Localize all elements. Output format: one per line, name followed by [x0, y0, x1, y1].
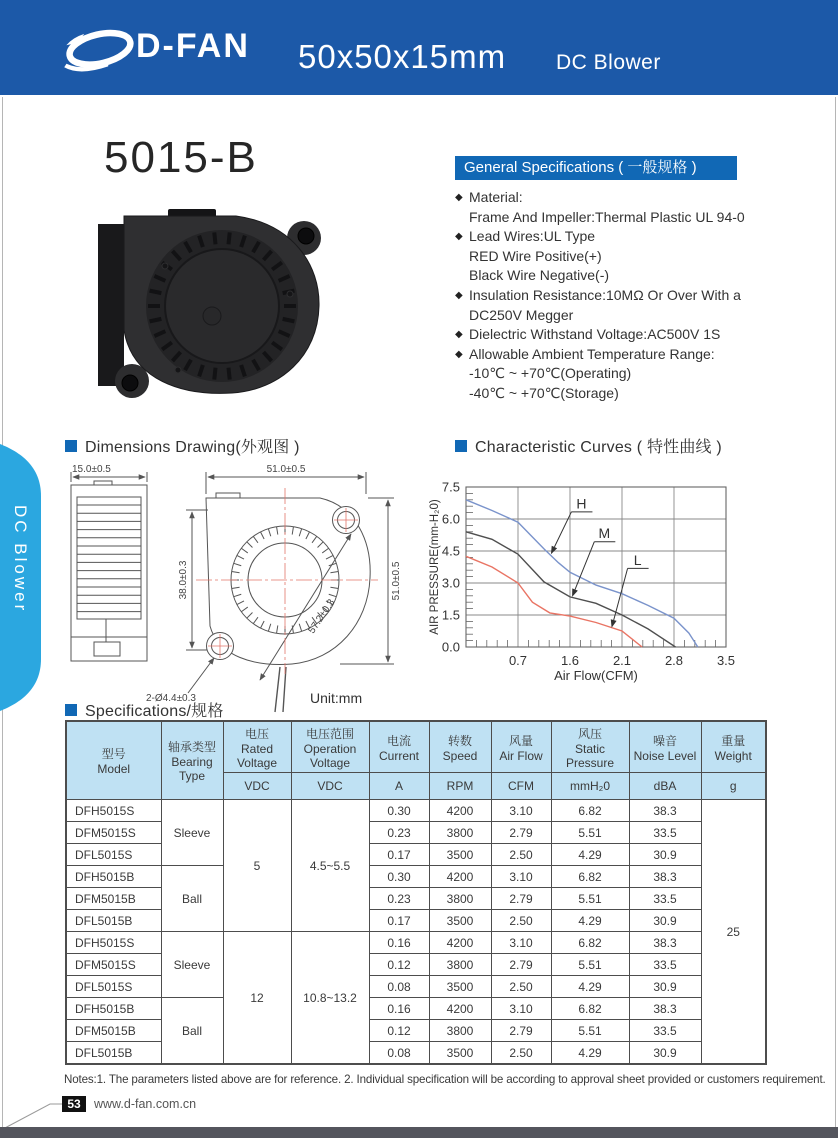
table-cell: 3800 [429, 954, 491, 976]
product-size: 50x50x15mm [298, 38, 507, 75]
bullet-spacer [455, 306, 469, 326]
table-row [66, 866, 766, 888]
table-cell: 10.8~13.2 [291, 932, 369, 1065]
table-cell: 30.9 [629, 844, 701, 866]
table-cell: 4200 [429, 866, 491, 888]
diamond-bullet-icon: ◆ [455, 289, 463, 301]
x-tick-label: 2.8 [664, 653, 684, 668]
table-cell: DFH5015S [66, 932, 161, 954]
table-cell: 30.9 [629, 910, 701, 932]
spec-item-text: Insulation Resistance:10MΩ Or Over With a [469, 286, 741, 303]
column-header: 风压 Static Pressure [551, 721, 629, 773]
y-tick-label: 7.5 [441, 479, 460, 495]
table-cell: 38.3 [629, 998, 701, 1020]
spec-item-text: Allowable Ambient Temperature Range: [469, 345, 715, 362]
website-text: www.d-fan.com.cn [94, 1097, 197, 1111]
spec-item [455, 384, 825, 404]
table-cell: 3.10 [491, 800, 551, 822]
column-unit: CFM [491, 773, 551, 800]
table-cell: 0.12 [369, 1020, 429, 1042]
spec-item-text: -40℃ ~ +70℃(Storage) [469, 384, 619, 401]
spec-item [455, 266, 825, 286]
table-cell: Ball [161, 866, 223, 932]
x-tick-label: 1.6 [560, 653, 580, 668]
column-header: 电压范围 Operation Voltage [291, 721, 369, 773]
table-cell: 25 [701, 800, 766, 1065]
table-cell: 3500 [429, 910, 491, 932]
table-cell: 2.79 [491, 954, 551, 976]
bullet-spacer [455, 247, 469, 267]
product-type: DC Blower [556, 51, 661, 74]
curve-L [466, 556, 642, 647]
table-cell: 3.10 [491, 932, 551, 954]
table-cell: 38.3 [629, 866, 701, 888]
dim-width: 51.0±0.5 [266, 464, 306, 475]
table-cell: DFL5015B [66, 1042, 161, 1065]
table-cell: 2.79 [491, 888, 551, 910]
column-header: 型号 Model [66, 721, 161, 800]
spec-item [455, 364, 825, 384]
table-cell: 4200 [429, 932, 491, 954]
diamond-bullet-icon: ◆ [455, 192, 463, 203]
table-cell: DFH5015S [66, 800, 161, 822]
section-specifications: Specifications/规格 [65, 698, 224, 721]
table-cell: 3500 [429, 1042, 491, 1065]
table-cell: 3800 [429, 1020, 491, 1042]
general-specs-header: General Specifications ( 一般规格 ) [455, 156, 737, 180]
dimensions-drawing [58, 460, 438, 715]
curve-label-H: H [576, 495, 587, 512]
section-dimensions: Dimensions Drawing(外观图 ) [65, 434, 300, 457]
table-cell: 5 [223, 800, 291, 932]
curve-label-L: L [633, 551, 642, 568]
spec-item [455, 325, 825, 345]
table-cell: 38.3 [629, 932, 701, 954]
header-bar [0, 0, 838, 95]
table-cell: 4200 [429, 800, 491, 822]
dim-holes: 2-Ø4.4±0.3 [146, 693, 196, 704]
table-cell: 3.10 [491, 866, 551, 888]
y-tick-label: 1.5 [441, 607, 460, 623]
table-cell: 2.79 [491, 822, 551, 844]
bottom-bar [0, 1127, 838, 1138]
table-cell: 30.9 [629, 976, 701, 998]
spec-item-text: -10℃ ~ +70℃(Operating) [469, 365, 632, 382]
table-cell: Sleeve [161, 800, 223, 866]
table-cell: 38.3 [629, 800, 701, 822]
bullet-spacer [455, 266, 469, 286]
general-specs-list [455, 188, 825, 404]
table-cell: 6.82 [551, 998, 629, 1020]
curve-M [466, 532, 676, 647]
spec-item [455, 188, 825, 208]
spec-item-text: Black Wire Negative(-) [469, 267, 610, 284]
chart-plot-area [442, 480, 735, 669]
curve-label-M: M [598, 525, 611, 542]
chart-x-axis-label: Air Flow(CFM) [554, 668, 638, 683]
x-tick-label: 3.5 [716, 653, 736, 668]
table-cell: 0.23 [369, 822, 429, 844]
y-tick-label: 6.0 [441, 511, 460, 527]
table-cell: 6.82 [551, 932, 629, 954]
spec-item [455, 208, 825, 228]
table-row [66, 932, 766, 954]
spec-item-text: Dielectric Withstand Voltage:AC500V 1S [469, 326, 721, 343]
table-cell: 4.29 [551, 1042, 629, 1065]
table-cell: 2.50 [491, 1042, 551, 1065]
table-row [66, 998, 766, 1020]
column-header: 轴承类型 Bearing Type [161, 721, 223, 800]
spec-item-text: Lead Wires:UL Type [469, 228, 596, 245]
table-cell: DFM5015S [66, 822, 161, 844]
dim-inner-height: 38.0±0.3 [178, 560, 189, 600]
table-cell: 3500 [429, 844, 491, 866]
page-number-badge: 53 [62, 1096, 86, 1112]
drawing-unit: Unit:mm [310, 690, 363, 706]
side-tab-label: DC Blower [11, 505, 30, 614]
column-unit: VDC [223, 773, 291, 800]
spec-item [455, 345, 825, 365]
table-cell: 0.17 [369, 910, 429, 932]
table-cell: DFL5015S [66, 976, 161, 998]
column-header: 转数 Speed [429, 721, 491, 773]
table-cell: 2.50 [491, 844, 551, 866]
table-cell: 2.50 [491, 910, 551, 932]
table-cell: 4.29 [551, 976, 629, 998]
table-cell: 4.5~5.5 [291, 800, 369, 932]
table-cell: 0.30 [369, 800, 429, 822]
column-unit: mmH₂0 [551, 773, 629, 800]
table-cell: 3500 [429, 976, 491, 998]
page-title: 5015-B [104, 133, 258, 182]
table-cell: 6.82 [551, 866, 629, 888]
table-cell: 3800 [429, 822, 491, 844]
notes-text: Notes:1. The parameters listed above are for reference. 2. Individual specification will be according to approval sheet provided or customers requirement. [64, 1073, 826, 1086]
bullet-spacer [455, 384, 469, 404]
table-cell: 0.08 [369, 1042, 429, 1065]
table-cell: DFH5015B [66, 998, 161, 1020]
table-cell: 0.16 [369, 998, 429, 1020]
table-cell: Sleeve [161, 932, 223, 998]
table-cell: 33.5 [629, 888, 701, 910]
spec-item [455, 227, 825, 247]
table-cell: 33.5 [629, 1020, 701, 1042]
characteristic-curves-chart [428, 458, 835, 698]
table-cell: 5.51 [551, 822, 629, 844]
table-row [66, 800, 766, 822]
section-square-icon [65, 440, 77, 452]
column-unit: A [369, 773, 429, 800]
column-unit: VDC [291, 773, 369, 800]
diamond-bullet-icon: ◆ [455, 329, 463, 341]
y-tick-label: 3.0 [441, 575, 460, 591]
table-cell: 12 [223, 932, 291, 1065]
specifications-table [65, 720, 767, 1065]
table-cell: DFL5015B [66, 910, 161, 932]
brand-name: D-FAN [136, 27, 250, 65]
spec-item-text: DC250V Megger [469, 306, 574, 323]
spec-item-text: RED Wire Positive(+) [469, 247, 602, 264]
blower-fan-photo [68, 184, 336, 424]
bullet-spacer [455, 208, 469, 228]
table-cell: 0.16 [369, 932, 429, 954]
table-cell: 0.08 [369, 976, 429, 998]
section-curves: Characteristic Curves ( 特性曲线 ) [455, 434, 722, 457]
table-cell: 33.5 [629, 822, 701, 844]
x-tick-label: 0.7 [508, 653, 528, 668]
column-header: 重量 Weight [701, 721, 766, 773]
table-cell: 4200 [429, 998, 491, 1020]
table-cell: DFM5015B [66, 1020, 161, 1042]
column-unit: RPM [429, 773, 491, 800]
diamond-bullet-icon: ◆ [455, 231, 463, 243]
table-cell: 0.30 [369, 866, 429, 888]
table-cell: 3800 [429, 888, 491, 910]
table-cell: Ball [161, 998, 223, 1065]
y-tick-label: 4.5 [441, 543, 460, 559]
table-cell: 2.50 [491, 976, 551, 998]
spec-item [455, 306, 825, 326]
column-unit: dBA [629, 773, 701, 800]
column-header: 电压 Rated Voltage [223, 721, 291, 773]
x-tick-label: 2.1 [612, 653, 632, 668]
table-cell: 33.5 [629, 954, 701, 976]
column-header: 电流 Current [369, 721, 429, 773]
table-cell: 5.51 [551, 1020, 629, 1042]
table-cell: 5.51 [551, 888, 629, 910]
dim-diagonal: 57.2±0.3 [306, 597, 338, 636]
column-unit: g [701, 773, 766, 800]
section-square-icon [455, 440, 467, 452]
dim-height: 51.0±0.5 [391, 561, 402, 601]
table-cell: DFH5015B [66, 866, 161, 888]
column-header: 风量 Air Flow [491, 721, 551, 773]
spec-item [455, 247, 825, 267]
dfan-logo-swoosh-icon [60, 26, 138, 72]
spec-item-text: Frame And Impeller:Thermal Plastic UL 94-0 [469, 208, 745, 225]
table-cell: 0.23 [369, 888, 429, 910]
table-cell: DFL5015S [66, 844, 161, 866]
dim-thickness: 15.0±0.5 [72, 464, 111, 475]
table-cell: 30.9 [629, 1042, 701, 1065]
table-cell: 4.29 [551, 844, 629, 866]
table-cell: 0.12 [369, 954, 429, 976]
table-cell: 0.17 [369, 844, 429, 866]
column-header: 噪音 Noise Level [629, 721, 701, 773]
spec-item-text: Material: [469, 189, 523, 205]
table-cell: DFM5015B [66, 888, 161, 910]
table-cell: DFM5015S [66, 954, 161, 976]
diamond-bullet-icon: ◆ [455, 348, 463, 360]
table-cell: 6.82 [551, 800, 629, 822]
table-cell: 5.51 [551, 954, 629, 976]
table-cell: 2.79 [491, 1020, 551, 1042]
chart-y-axis-label: AIR PRESSURE(mm-H₂0) [429, 499, 441, 635]
table-cell: 4.29 [551, 910, 629, 932]
bullet-spacer [455, 364, 469, 384]
table-cell: 3.10 [491, 998, 551, 1020]
spec-item [455, 286, 825, 306]
y-tick-label: 0.0 [441, 639, 460, 655]
